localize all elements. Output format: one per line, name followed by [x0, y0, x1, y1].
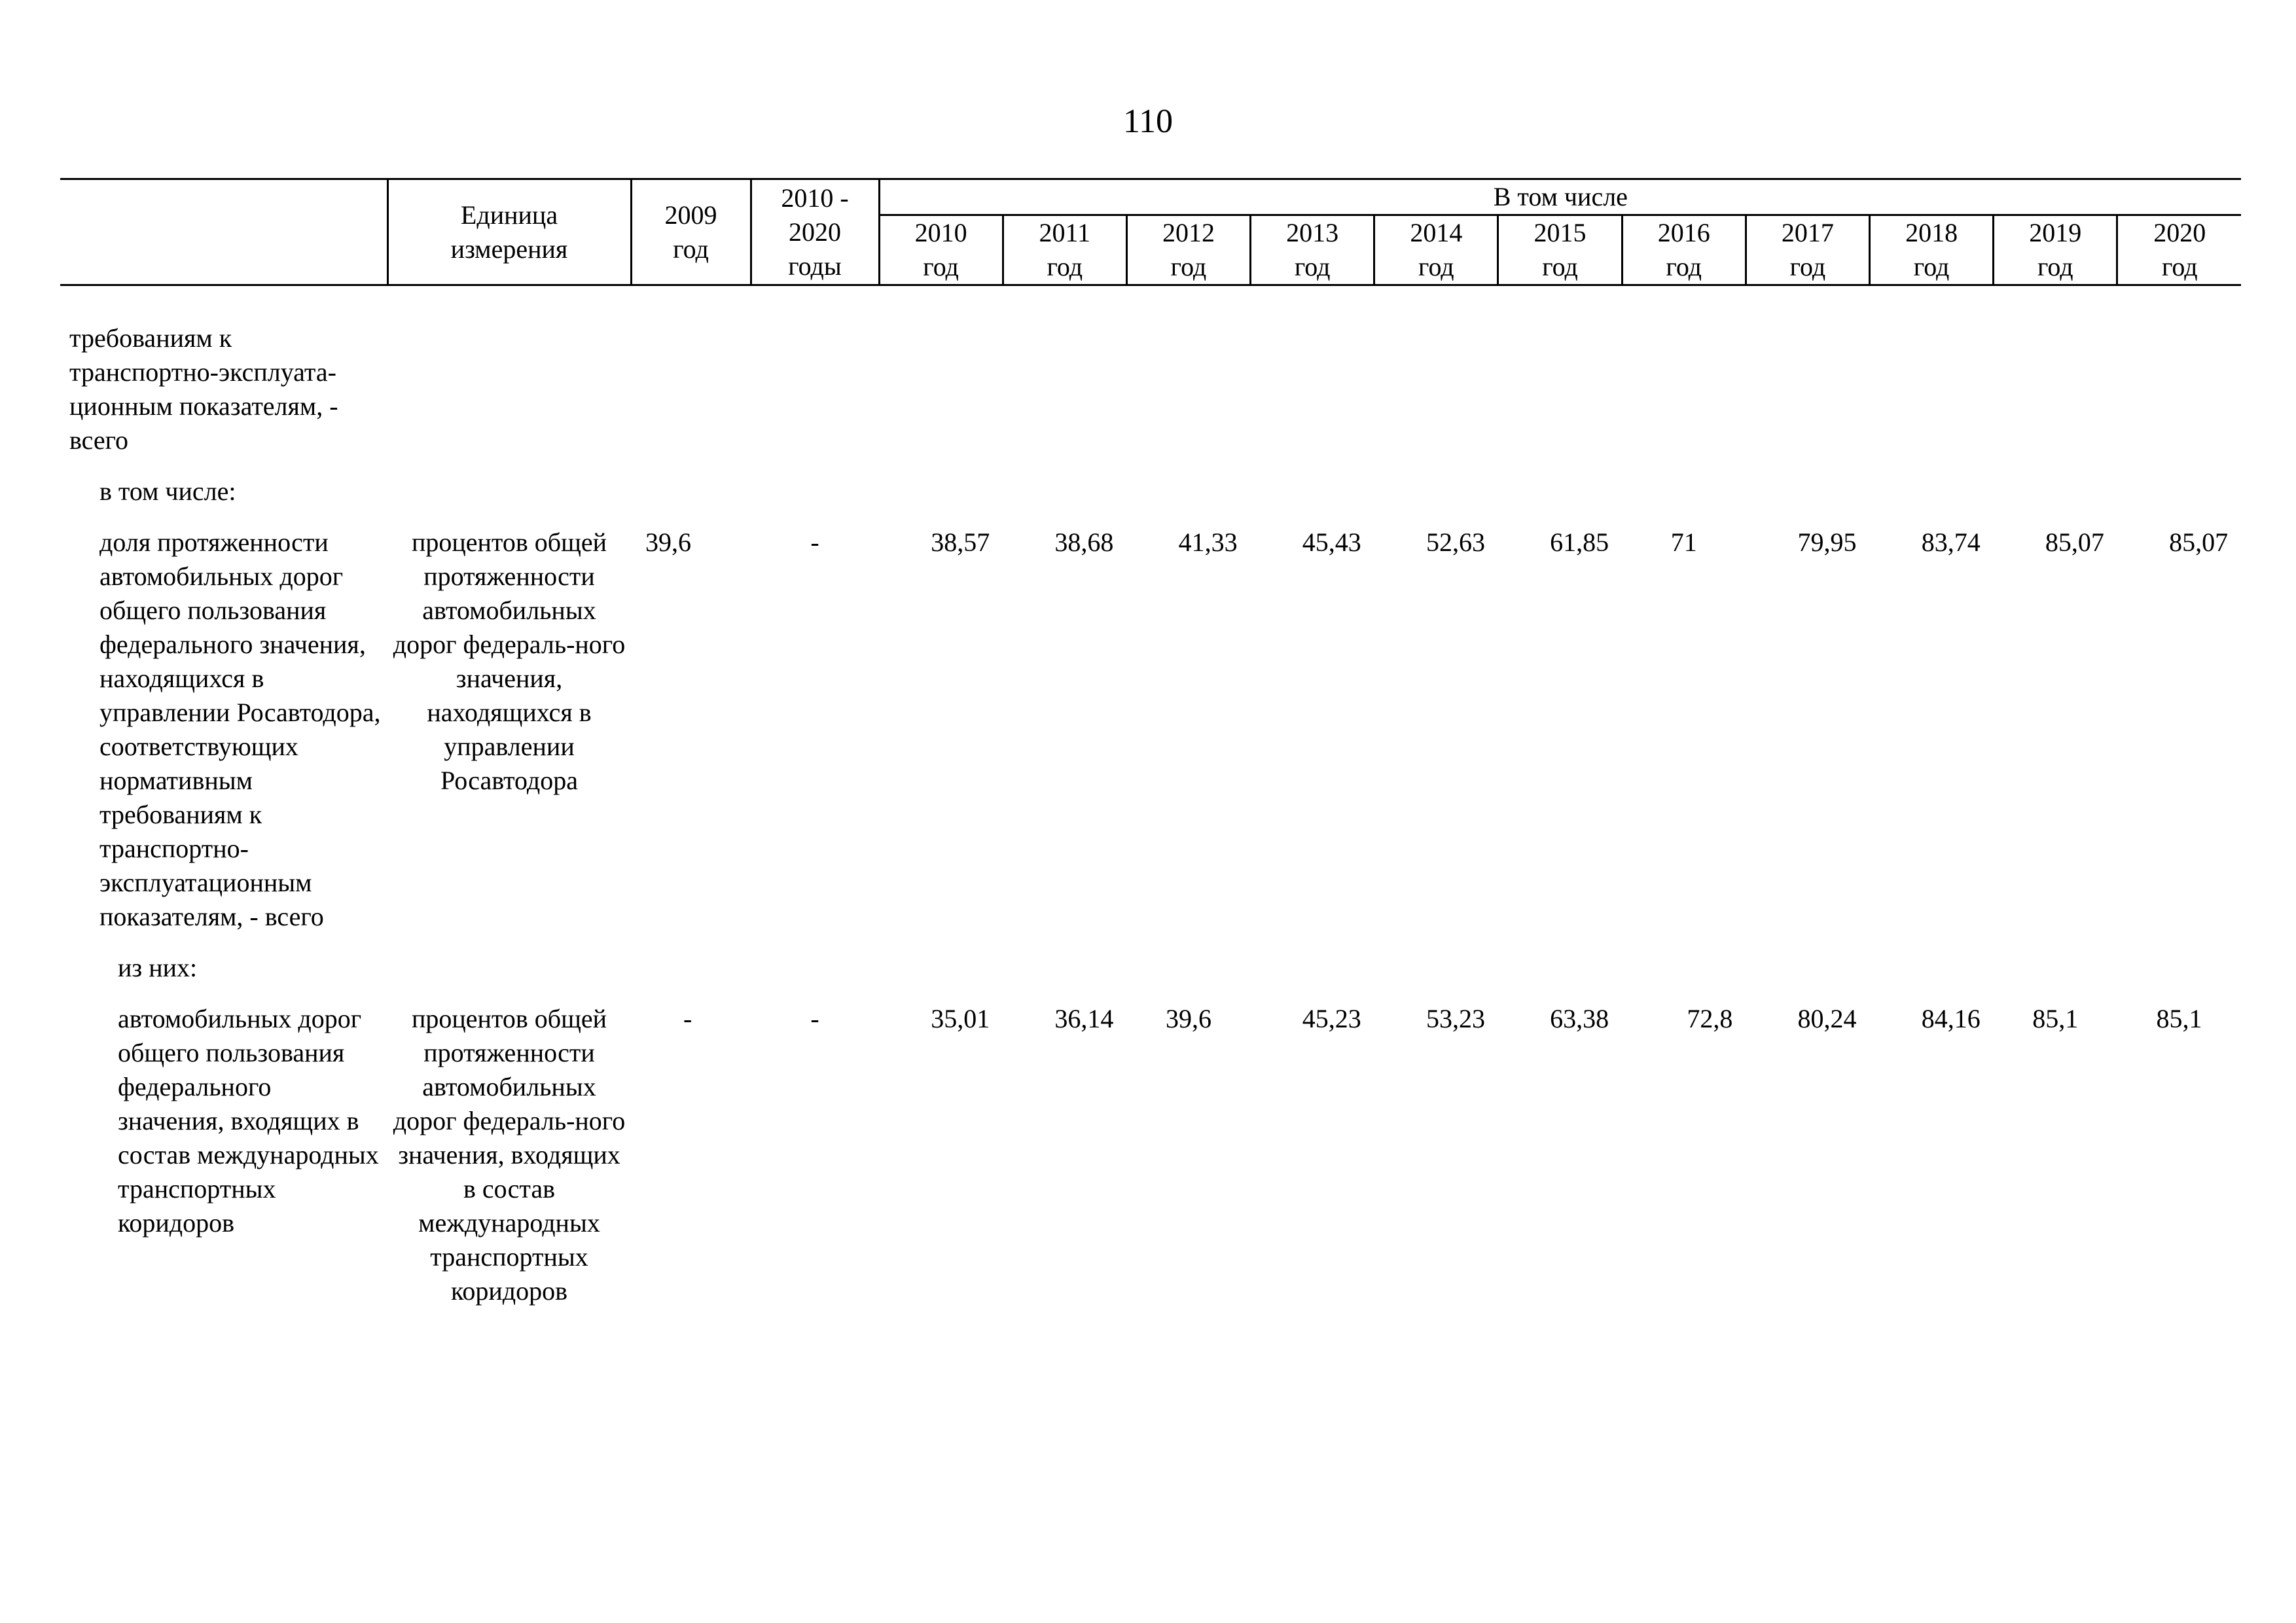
row-value: 72,8: [1687, 1004, 1733, 1033]
row-label: из них:: [118, 953, 198, 982]
header-year: 2020 год: [2117, 215, 2241, 285]
table-row: [60, 526, 2241, 951]
row-value: 36,14: [1054, 1004, 1114, 1033]
header-including: В том числе: [879, 179, 2241, 215]
header-year: 2012 год: [1126, 215, 1250, 285]
header-indicator: [60, 179, 387, 285]
row-2009: 39,6: [645, 527, 691, 557]
header-year: 2018 год: [1870, 215, 1994, 285]
row-value: 85,07: [2045, 527, 2104, 557]
row-value: 71: [1670, 527, 1697, 557]
header-unit: Единица измерения: [387, 179, 631, 285]
row-label: доля протяженности автомобильных дорог общего пользования федерального значения, находящихся в управлении Росавтодора, соответствующих нормативным требованиям к транспортно-эксплуатационным показателям, - всего: [99, 527, 381, 931]
row-value: 38,57: [931, 527, 990, 557]
row-unit: процентов общей протяженности автомобильных дорог федераль-ного значения, находящихся в управлении Росавтодора: [393, 527, 626, 795]
header-2009: 2009 год: [631, 179, 751, 285]
header-2010-2020: 2010 - 2020 годы: [751, 179, 879, 285]
row-label: автомобильных дорог общего пользования федерального значения, входящих в состав международных транспортных коридоров: [118, 1004, 379, 1238]
row-value: 79,95: [1797, 527, 1857, 557]
row-value: 61,85: [1550, 527, 1609, 557]
header-year: 2010 год: [879, 215, 1003, 285]
table-body: [60, 285, 2241, 1309]
row-value: 35,01: [931, 1004, 990, 1033]
page-number: 110: [1122, 103, 1174, 140]
table-row: [60, 474, 2241, 526]
table-row: [60, 951, 2241, 1002]
row-value: 84,16: [1921, 1004, 1981, 1033]
table-row: [60, 1002, 2241, 1308]
row-value: 85,07: [2169, 527, 2229, 557]
row-unit: процентов общей протяженности автомобильных дорог федераль-ного значения, входящих в состав международных транспортных коридоров: [393, 1004, 626, 1306]
header-year: 2014 год: [1374, 215, 1498, 285]
row-label: в том числе:: [99, 476, 236, 506]
row-value: 83,74: [1921, 527, 1981, 557]
row-value: 85,1: [2032, 1004, 2079, 1033]
header-year: 2013 год: [1251, 215, 1374, 285]
row-value: 85,1: [2156, 1004, 2202, 1033]
row-2010-2020: -: [810, 527, 819, 557]
table-row: [60, 321, 2241, 474]
row-value: 80,24: [1797, 1004, 1857, 1033]
row-label: требованиям к транспортно-эксплуата-ционным показателям, - всего: [69, 323, 338, 455]
header-year: 2015 год: [1498, 215, 1622, 285]
row-value: 39,6: [1165, 1004, 1211, 1033]
header-year: 2017 год: [1746, 215, 1869, 285]
header-year: 2019 год: [1994, 215, 2117, 285]
row-value: 52,63: [1426, 527, 1485, 557]
row-value: 41,33: [1178, 527, 1238, 557]
row-2009: -: [683, 1004, 692, 1033]
row-value: 53,23: [1426, 1004, 1485, 1033]
table-header: [60, 179, 2241, 285]
row-2010-2020: -: [810, 1004, 819, 1033]
header-year: 2016 год: [1622, 215, 1746, 285]
row-value: 38,68: [1054, 527, 1114, 557]
row-value: 45,23: [1302, 1004, 1361, 1033]
indicator-table: [60, 178, 2241, 1308]
header-year: 2011 год: [1003, 215, 1126, 285]
row-value: 63,38: [1550, 1004, 1609, 1033]
row-value: 45,43: [1302, 527, 1361, 557]
